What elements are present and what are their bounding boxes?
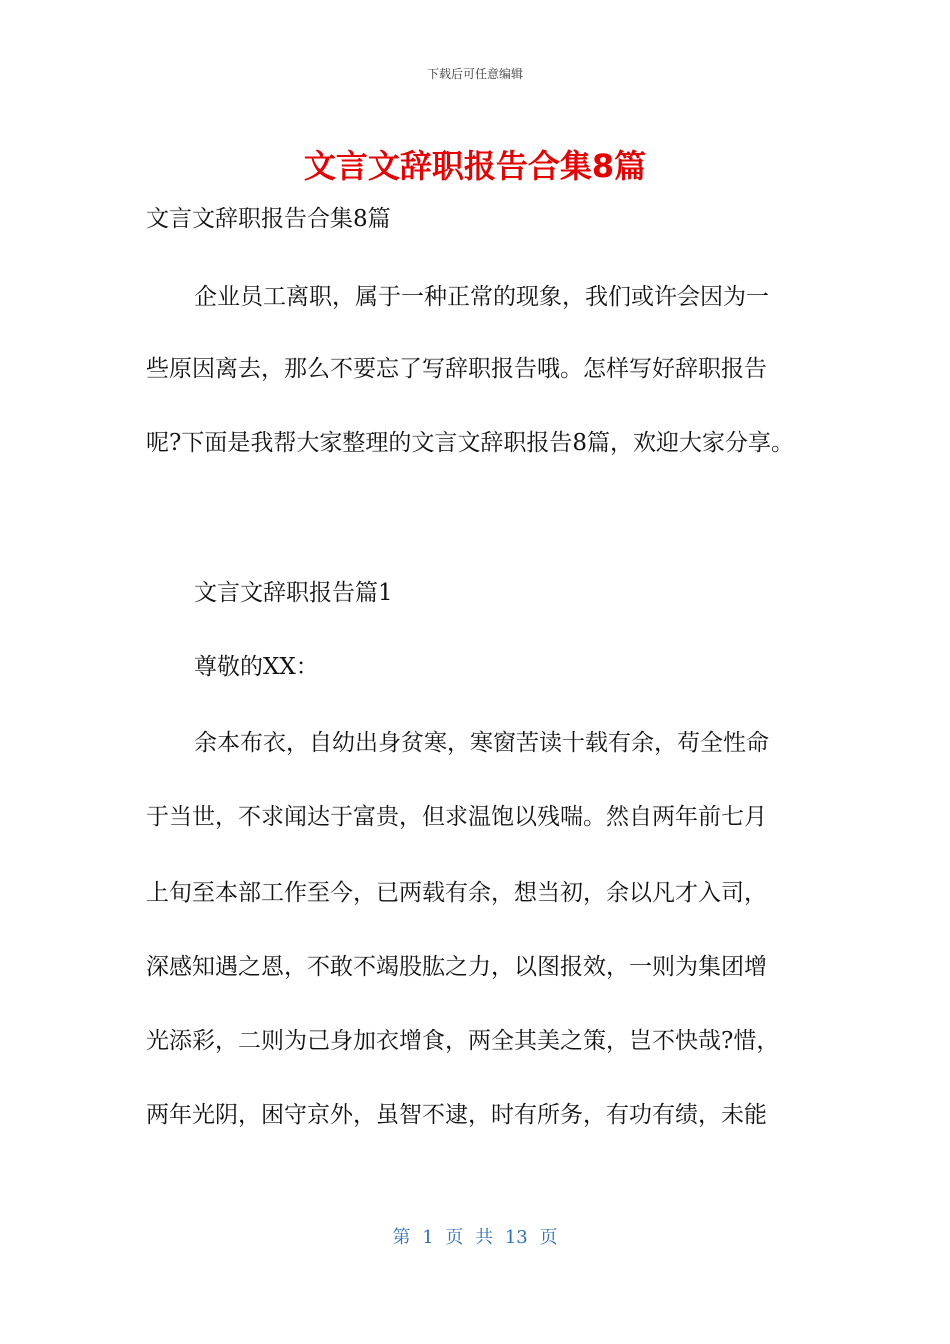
page-footer: 第 1 页 共 13 页 xyxy=(392,1227,558,1248)
section-heading: 文言文辞职报告篇1 xyxy=(194,580,393,606)
paragraph-line: 光添彩，二则为己身加衣增食，两全其美之策，岂不快哉?惜， xyxy=(146,1028,780,1054)
document-title: 文言文辞职报告合集8篇 xyxy=(303,147,647,185)
paragraph-line: 企业员工离职，属于一种正常的现象，我们或许会因为一 xyxy=(194,284,769,310)
subtitle-line: 文言文辞职报告合集8篇 xyxy=(146,206,391,232)
paragraph-line: 深感知遇之恩，不敢不竭股肱之力，以图报效，一则为集团增 xyxy=(146,954,767,980)
paragraph-line: 些原因离去，那么不要忘了写辞职报告哦。怎样写好辞职报告 xyxy=(146,356,767,382)
paragraph-line: 呢?下面是我帮大家整理的文言文辞职报告8篇，欢迎大家分享。 xyxy=(146,430,794,456)
salutation: 尊敬的XX： xyxy=(194,654,319,680)
paragraph-line: 上旬至本部工作至今，已两载有余，想当初，余以凡才入司， xyxy=(146,880,767,906)
paragraph-line: 两年光阴，困守京外，虽智不逮，时有所务，有功有绩，未能 xyxy=(146,1102,767,1128)
paragraph-line: 于当世，不求闻达于富贵，但求温饱以残喘。然自两年前七月 xyxy=(146,804,767,830)
header-note: 下载后可任意编辑 xyxy=(426,67,523,81)
paragraph-line: 余本布衣，自幼出身贫寒，寒窗苦读十载有余，苟全性命 xyxy=(194,730,769,756)
